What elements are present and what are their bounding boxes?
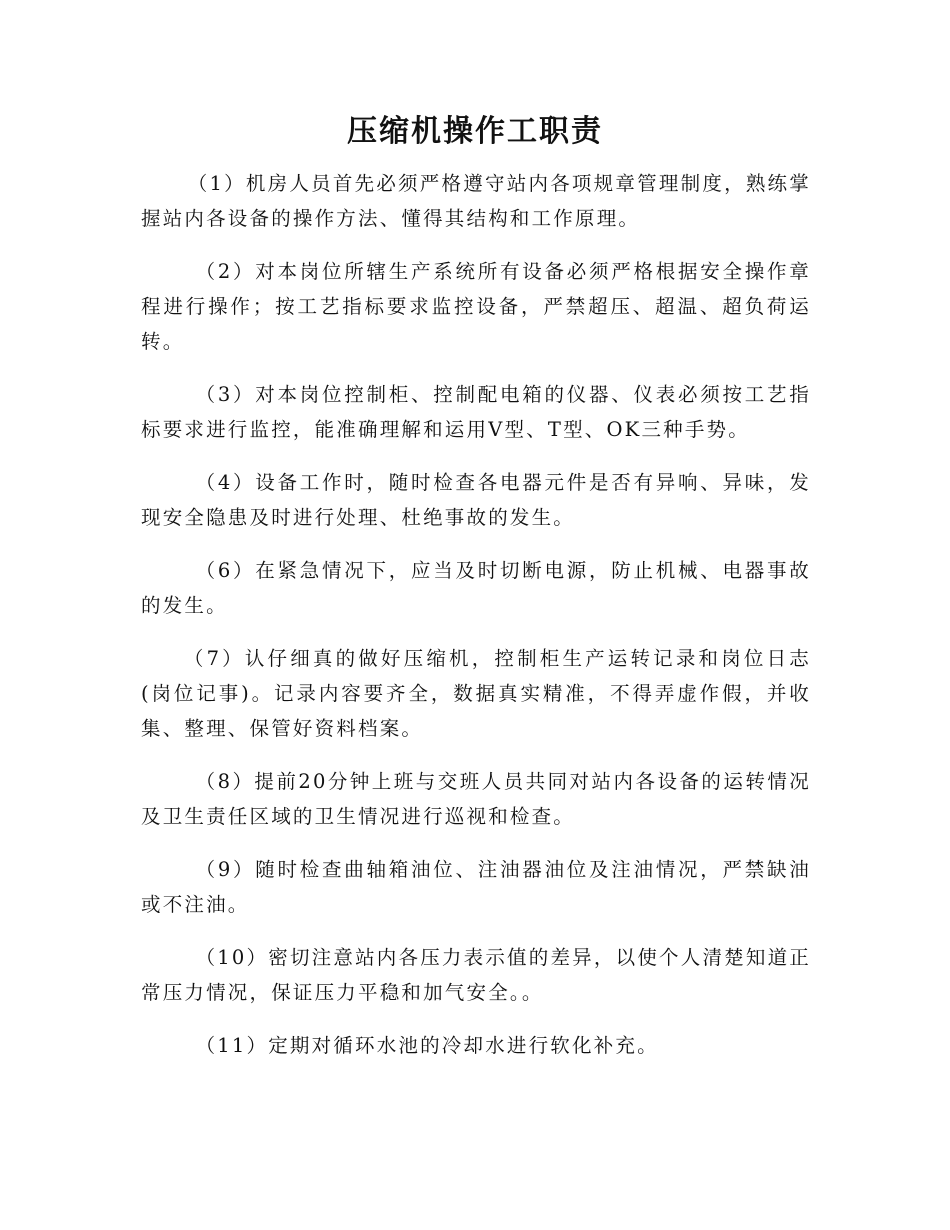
document-body xyxy=(141,166,811,1081)
paragraph-3: （3）对本岗位控制柜、控制配电箱的仪器、仪表必须按工艺指标要求进行监控，能准确理解和运用V型、T型、OK三种手势。 xyxy=(141,383,811,441)
paragraph-8: （8）提前20分钟上班与交班人员共同对站内各设备的运转情况及卫生责任区域的卫生情况进行巡视和检查。 xyxy=(141,770,811,828)
paragraph-6: （6）在紧急情况下，应当及时切断电源，防止机械、电器事故的发生。 xyxy=(141,559,811,617)
paragraph-4: （4）设备工作时，随时检查各电器元件是否有异响、异味，发现安全隐患及时进行处理、杜绝事故的发生。 xyxy=(141,471,811,529)
paragraph-7: （7）认仔细真的做好压缩机，控制柜生产运转记录和岗位日志(岗位记事)。记录内容要齐全，数据真实精准，不得弄虚作假，并收集、整理、保管好资料档案。 xyxy=(141,647,811,740)
document-title: 压缩机操作工职责 xyxy=(347,114,603,149)
paragraph-2: （2）对本岗位所辖生产系统所有设备必须严格根据安全操作章程进行操作；按工艺指标要求监控设备，严禁超压、超温、超负荷运转。 xyxy=(141,260,811,353)
paragraph-11: （11）定期对循环水池的冷却水进行软化补充。 xyxy=(195,1034,659,1057)
paragraph-10: （10）密切注意站内各压力表示值的差异，以使个人清楚知道正常压力情况，保证压力平稳和加气安全。。 xyxy=(141,946,811,1004)
paragraph-9: （9）随时检查曲轴箱油位、注油器油位及注油情况，严禁缺油或不注油。 xyxy=(141,858,811,916)
paragraph-1: （1）机房人员首先必须严格遵守站内各项规章管理制度，熟练掌握站内各设备的操作方法、懂得其结构和工作原理。 xyxy=(141,172,811,230)
